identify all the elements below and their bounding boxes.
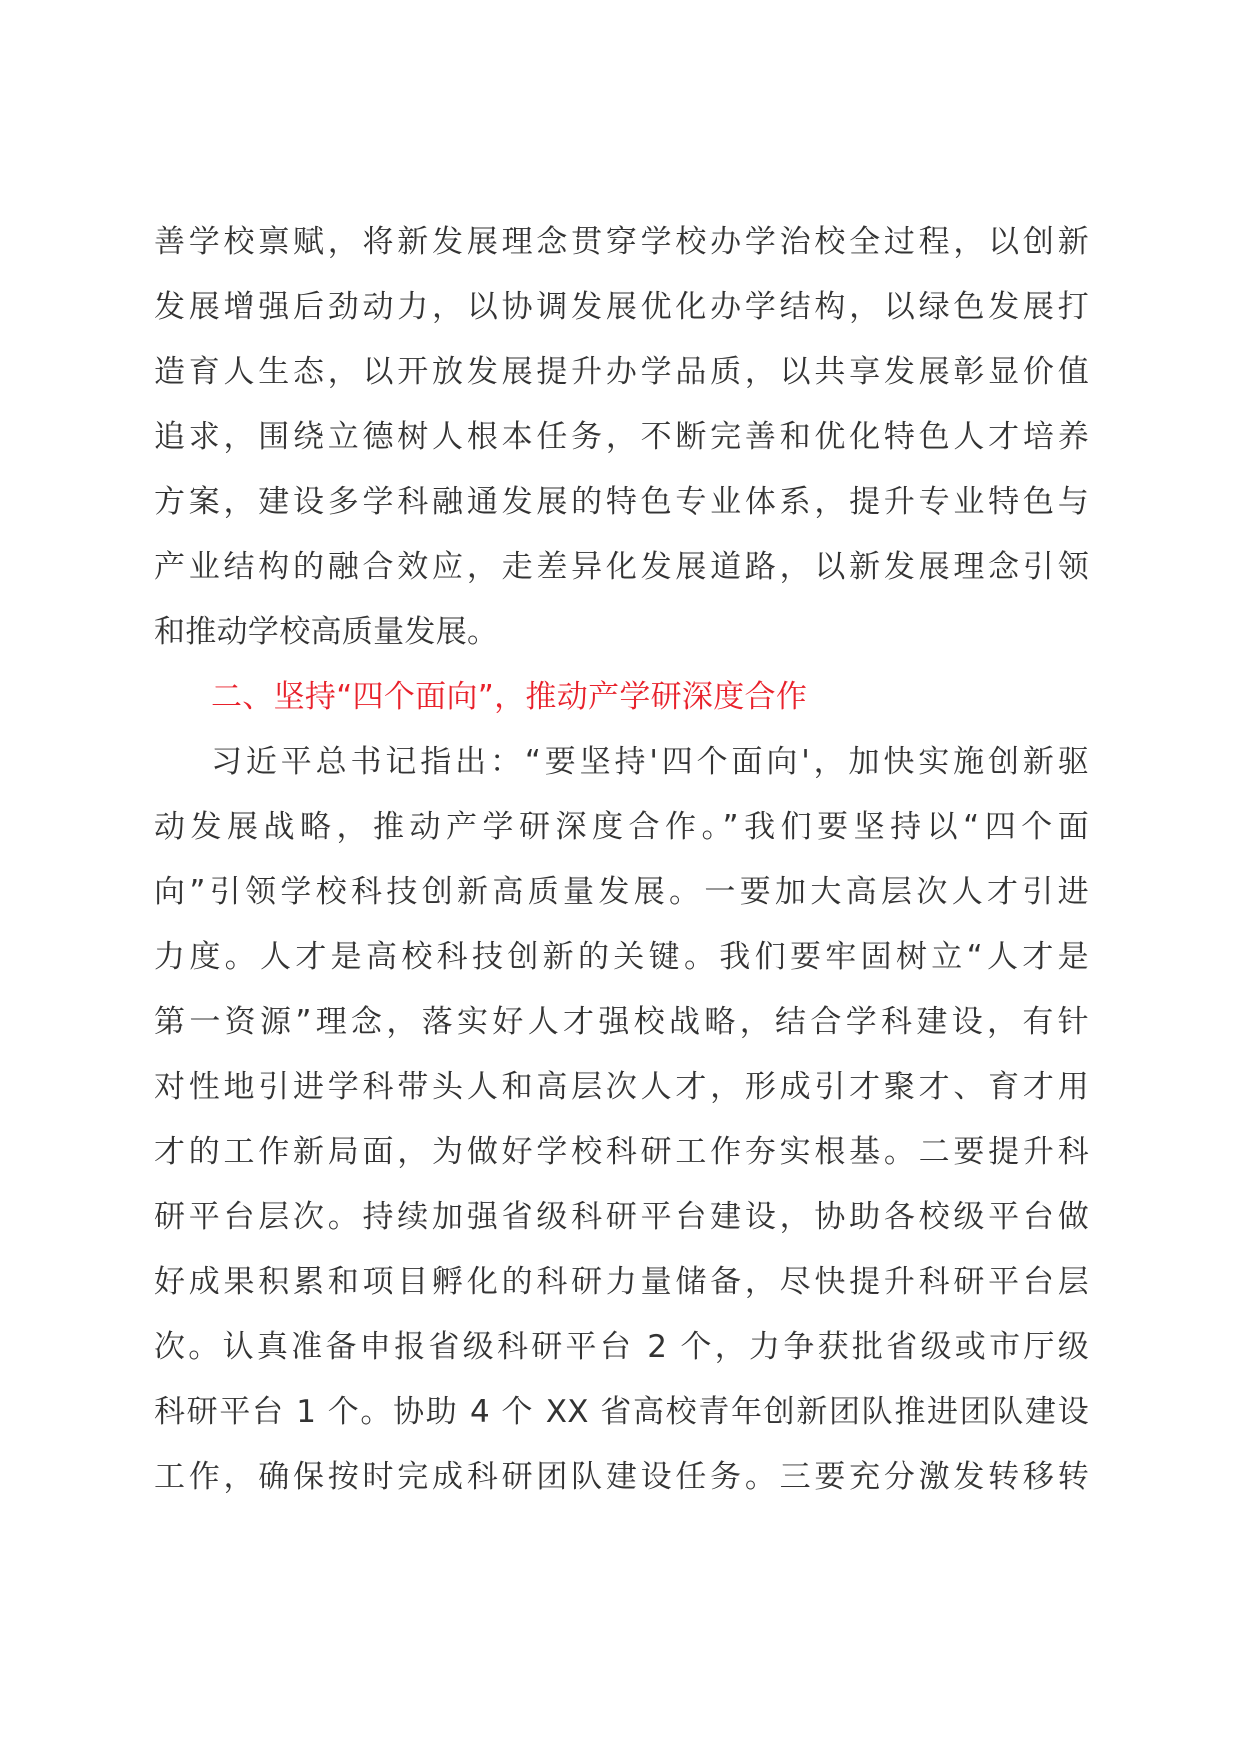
body-text-line: 追求，围绕立德树人根本任务，不断完善和优化特色人才培养 [154, 419, 1089, 455]
body-text-line: 对性地引进学科带头人和高层次人才，形成引才聚才、育才用 [154, 1069, 1089, 1105]
body-text-line: 第一资源”理念，落实好人才强校战略，结合学科建设，有针 [154, 1004, 1089, 1040]
body-text-line: 次。认真准备申报省级科研平台 2 个，力争获批省级或市厅级 [154, 1329, 1089, 1365]
body-text-line: 动发展战略，推动产学研深度合作。”我们要坚持以“四个面 [154, 809, 1089, 845]
body-text-line: 好成果积累和项目孵化的科研力量储备，尽快提升科研平台层 [154, 1264, 1089, 1300]
body-text-line: 善学校禀赋，将新发展理念贯穿学校办学治校全过程，以创新 [154, 224, 1089, 260]
body-text-line: 造育人生态，以开放发展提升办学品质，以共享发展彰显价值 [154, 354, 1089, 390]
body-text-line: 力度。人才是高校科技创新的关键。我们要牢固树立“人才是 [154, 939, 1089, 975]
body-text-line: 和推动学校高质量发展。 [154, 614, 499, 650]
body-text-line: 发展增强后劲动力，以协调发展优化办学结构，以绿色发展打 [154, 289, 1089, 325]
body-text-line: 才的工作新局面，为做好学校科研工作夯实根基。二要提升科 [154, 1134, 1089, 1170]
body-text-line: 方案，建设多学科融通发展的特色专业体系，提升专业特色与 [154, 484, 1089, 520]
document-body [154, 210, 1089, 1510]
body-text-line: 向”引领学校科技创新高质量发展。一要加大高层次人才引进 [154, 874, 1089, 910]
body-text-line: 工作，确保按时完成科研团队建设任务。三要充分激发转移转 [154, 1459, 1089, 1495]
body-text-line: 产业结构的融合效应，走差异化发展道路，以新发展理念引领 [154, 549, 1089, 585]
body-text-line: 研平台层次。持续加强省级科研平台建设，协助各校级平台做 [154, 1199, 1089, 1235]
section-heading: 二、坚持“四个面向”，推动产学研深度合作 [211, 679, 808, 715]
body-text-line: 习近平总书记指出：“要坚持'四个面向'，加快实施创新驱 [211, 744, 1089, 780]
body-text-line: 科研平台 1 个。协助 4 个 XX 省高校青年创新团队推进团队建设 [154, 1394, 1089, 1430]
